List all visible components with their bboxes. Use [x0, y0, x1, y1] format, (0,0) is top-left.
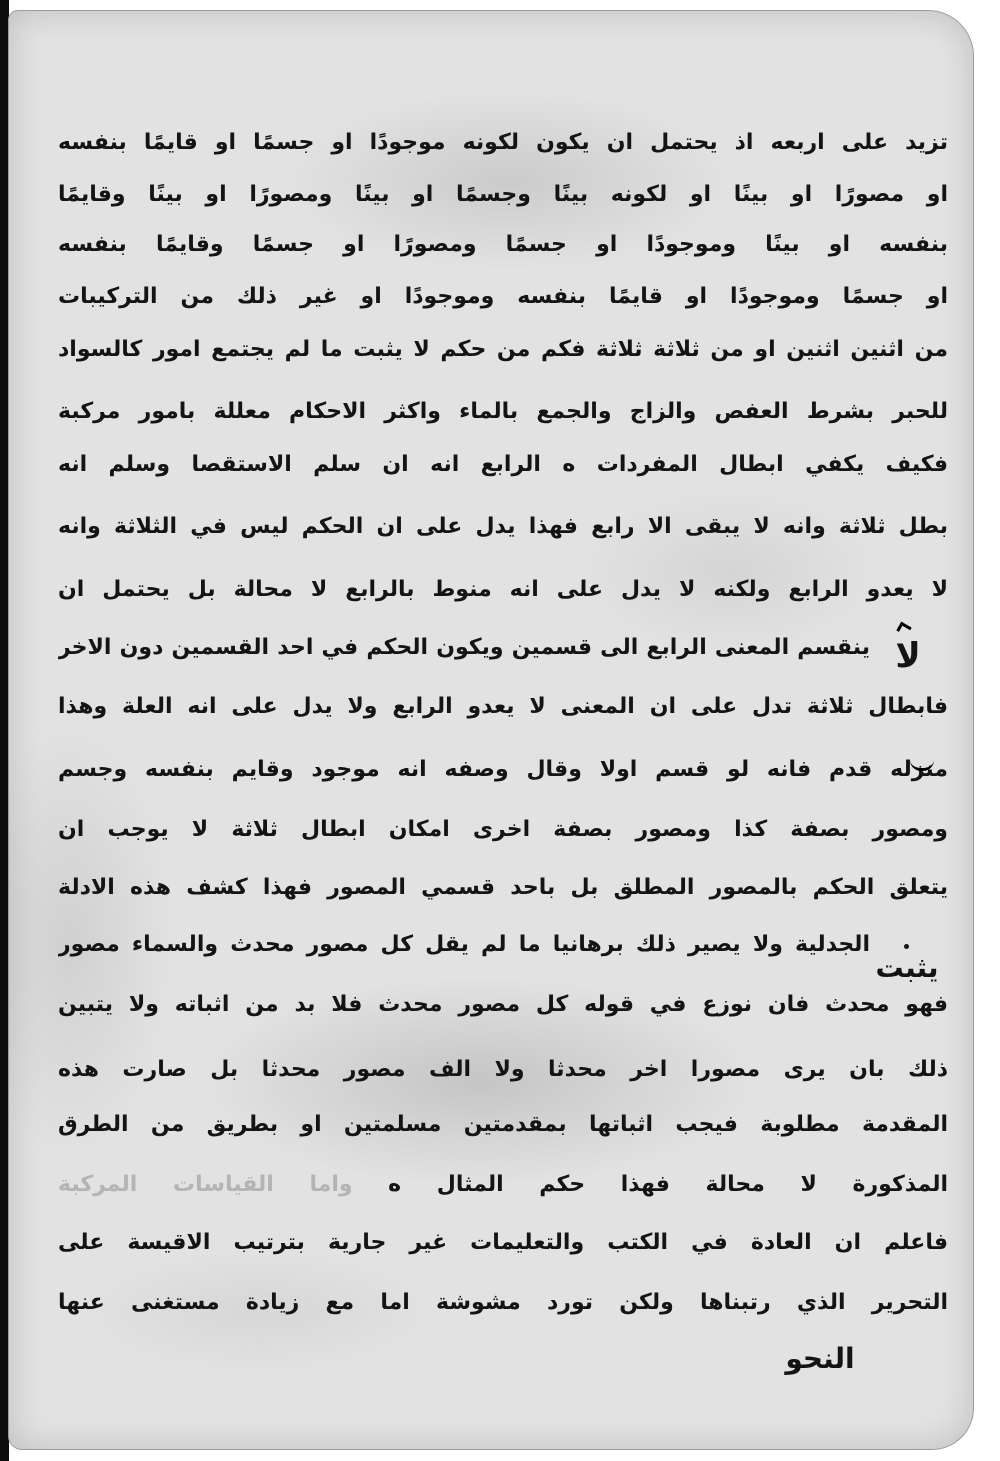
- manuscript-line: فكيف يكفي ابطال المفردات ه الرابع انه ان سلم الاستقصا وسلم انه: [58, 452, 948, 477]
- manuscript-line: ذلك بان يرى مصورا اخر محدثا ولا الف مصور محدثا بل صارت هذه: [58, 1057, 948, 1082]
- manuscript-line: ينقسم المعنى الرابع الى قسمين ويكون الحكم في احد القسمين دون الاخر: [58, 635, 870, 660]
- manuscript-line: فاعلم ان العادة في الكتب والتعليمات غير جارية بترتيب الاقيسة على: [58, 1230, 948, 1255]
- catchword: النحو: [785, 1342, 855, 1375]
- manuscript-line: تزيد على اربعه اذ يحتمل ان يكون لكونه موجودًا او جسمًا او قايمًا بنفسه: [58, 130, 948, 155]
- manuscript-line: بنفسه او بينًا وموجودًا او جسمًا ومصورًا او جسمًا وقايمًا بنفسه: [58, 232, 948, 257]
- manuscript-line: للحبر بشرط العفص والزاج والجمع بالماء واكثر الاحكام معللة بامور مركبة: [58, 399, 948, 424]
- manuscript-line: يتعلق الحكم بالمصور المطلق بل باحد قسمي المصور فهذا كشف هذه الادلة: [58, 875, 948, 900]
- rubric-heading: واما القياسات المركبة: [58, 1172, 353, 1197]
- manuscript-line: فابطال ثلاثة تدل على ان المعنى لا يعدو الرابع ولا يدل على انه العلة وهذا: [58, 694, 948, 719]
- manuscript-line: او مصورًا او بينًا او لكونه بينًا وجسمًا او بينًا ومصورًا او بينًا وقايمًا: [58, 182, 948, 207]
- line-text: المذكورة لا محالة فهذا حكم المثال ه: [388, 1172, 948, 1197]
- manuscript-line: منزله قدم فانه لو قسم اولا وقال وصفه انه موجود وقايم بنفسه وجسم: [58, 757, 948, 782]
- manuscript-line: فهو محدث فان نوزع في قوله كل مصور محدث فلا بد من اثباته ولا يتبين: [58, 992, 948, 1017]
- manuscript-line: الجدلية ولا يصير ذلك برهانيا ما لم يقل كل مصور محدث والسماء مصور: [58, 932, 870, 957]
- manuscript-line: لا يعدو الرابع ولكنه لا يدل على انه منوط بالرابع لا محالة بل يحتمل ان: [58, 577, 948, 602]
- manuscript-line: التحرير الذي رتبناها ولكن تورد مشوشة اما مع زيادة مستغنى عنها: [58, 1290, 948, 1315]
- manuscript-line: ومصور بصفة كذا ومصور بصفة اخرى امكان ابطال ثلاثة لا يوجب ان: [58, 817, 948, 842]
- margin-note: لا: [895, 636, 921, 676]
- manuscript-line: المقدمة مطلوبة فيجب اثباتها بمقدمتين مسلمتين او بطريق من الطرق: [58, 1112, 948, 1137]
- manuscript-line: من اثنين اثنين او من ثلاثة ثلاثة فكم من حكم لا يثبت ما لم يجتمع امور كالسواد: [58, 337, 948, 362]
- manuscript-line: [58, 1157, 948, 1213]
- margin-note: يثبت: [875, 951, 939, 984]
- manuscript-line: او جسمًا وموجودًا او قايمًا بنفسه وموجودًا او غير ذلك من التركيبات: [58, 284, 948, 309]
- manuscript-line: بطل ثلاثة وانه لا يبقى الا رابع فهذا يدل على ان الحكم ليس في الثلاثة وانه: [58, 514, 948, 539]
